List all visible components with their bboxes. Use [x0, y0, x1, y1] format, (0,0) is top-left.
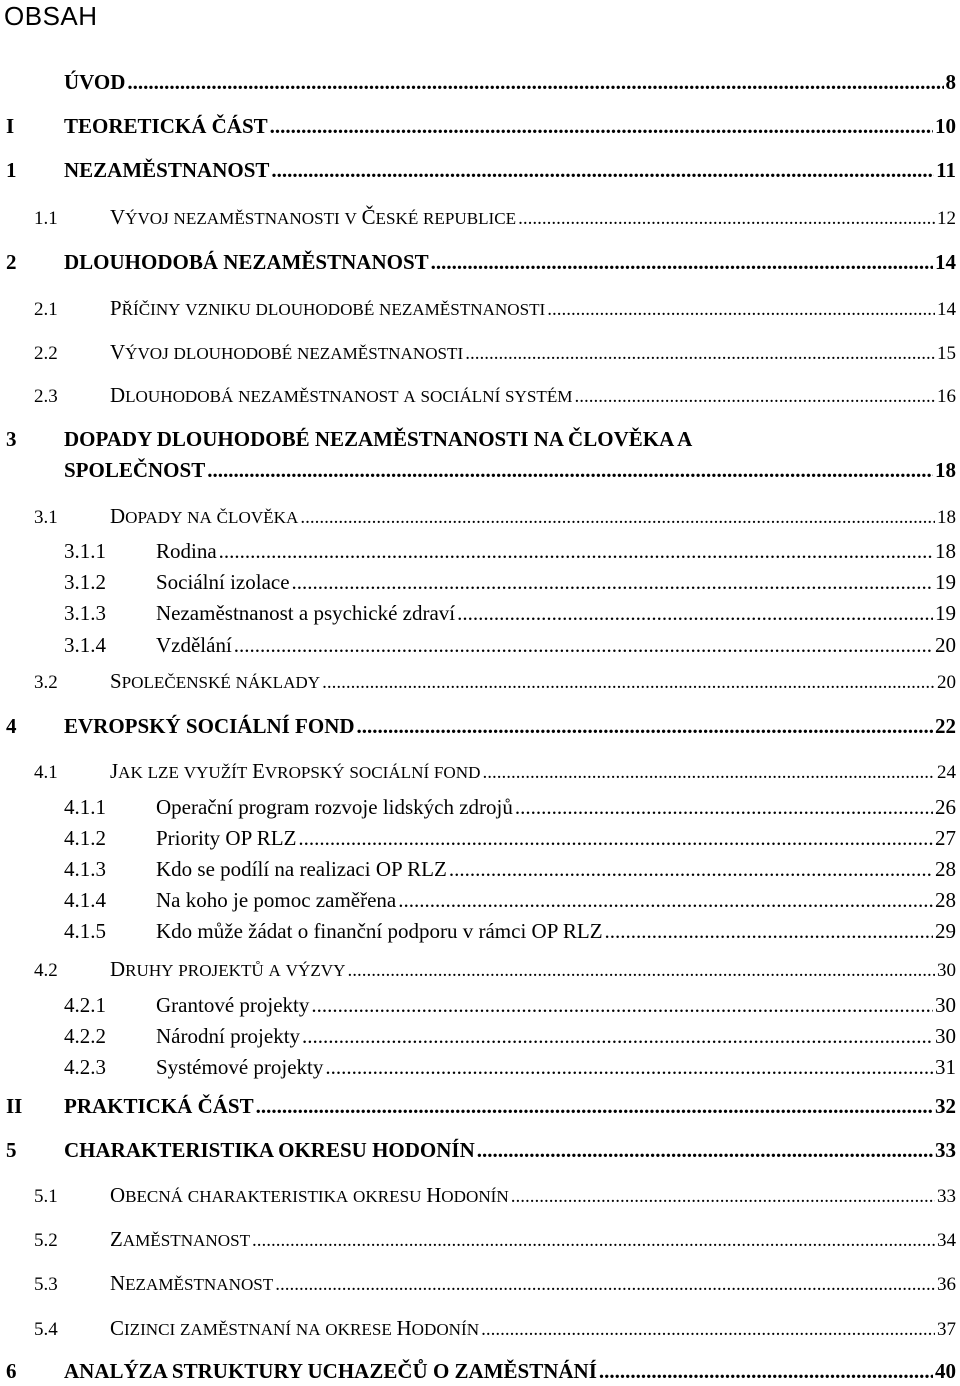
toc-entry[interactable]	[0, 888, 956, 913]
toc-leader-dots	[325, 1055, 933, 1080]
toc-entry[interactable]	[0, 633, 956, 658]
toc-entry[interactable]	[0, 250, 956, 275]
toc-entry-page: 14	[937, 299, 956, 320]
toc-entry[interactable]	[0, 993, 956, 1018]
toc-entry[interactable]	[0, 570, 956, 595]
toc-leader-dots	[234, 633, 933, 658]
toc-entry-title: TEORETICKÁ ČÁST	[64, 114, 268, 138]
toc-leader-dots	[457, 601, 933, 626]
toc-entry-title: Kdo může žádat o finanční podporu v rámci OP RLZ	[156, 919, 603, 943]
toc-entry[interactable]	[0, 1316, 956, 1341]
toc-entry-number: 5.3	[34, 1274, 58, 1295]
toc-leader-dots	[518, 208, 935, 230]
toc-entry[interactable]	[0, 1227, 956, 1252]
toc-entry-page: 24	[937, 762, 956, 783]
toc-entry[interactable]	[0, 714, 956, 739]
toc-entry-page: 19	[935, 601, 956, 625]
toc-entry-page: 22	[935, 714, 956, 738]
toc-entry-page: 40	[935, 1359, 956, 1383]
toc-entry-page: 29	[935, 919, 956, 943]
toc-entry[interactable]	[0, 601, 956, 626]
toc-entry-page: 18	[935, 539, 956, 563]
toc-entry-page: 20	[937, 672, 956, 693]
toc-entry-number: 3.1.3	[64, 601, 106, 625]
toc-entry-title: DOPADY DLOUHODOBÉ NEZAMĚSTNANOSTI NA ČLOVĚKA A	[64, 427, 693, 451]
toc-leader-dots	[292, 570, 933, 595]
toc-entry-number: 3.1	[34, 507, 58, 528]
toc-leader-dots	[449, 857, 933, 882]
toc-entry-title: Nezaměstnanost a psychické zdraví	[156, 601, 456, 625]
toc-leader-dots	[481, 1319, 935, 1341]
toc-entry-number: I	[6, 114, 15, 138]
toc-entry-title: ÚVOD	[64, 70, 126, 94]
toc-leader-dots	[599, 1359, 933, 1384]
toc-entry-number: 4	[6, 714, 17, 738]
toc-entry-title: ANALÝZA STRUKTURY UCHAZEČŮ O ZAMĚSTNÁNÍ	[64, 1359, 597, 1383]
toc-entry-title: EVROPSKÝ SOCIÁLNÍ FOND	[64, 714, 355, 738]
toc-entry-page: 18	[937, 507, 956, 528]
toc-entry-page: 37	[937, 1319, 956, 1340]
toc-entry[interactable]	[0, 340, 956, 365]
toc-leader-dots	[207, 458, 933, 483]
toc-entry-title: Národní projekty	[156, 1024, 301, 1048]
toc-entry[interactable]	[0, 759, 956, 784]
toc-entry-title: Sociální izolace	[156, 570, 290, 594]
toc-leader-dots	[431, 250, 933, 275]
toc-entry[interactable]	[0, 205, 956, 230]
toc-entry[interactable]	[0, 458, 956, 483]
toc-entry-title: SPOLEČNOST	[64, 458, 206, 482]
toc-entry-number: 3	[6, 427, 17, 451]
toc-entry[interactable]	[0, 383, 956, 408]
toc-entry-number: 4.2.2	[64, 1024, 106, 1048]
toc-leader-dots	[302, 1024, 933, 1049]
toc-entry-number: 4.1.1	[64, 795, 106, 819]
toc-entry[interactable]	[0, 1138, 956, 1163]
toc-entry-number: 2.3	[34, 386, 58, 407]
toc-entry-title: VÝVOJ DLOUHODOBÉ NEZAMĚSTNANOSTI	[110, 340, 464, 364]
toc-leader-dots	[482, 762, 935, 784]
toc-entry-page: 27	[935, 826, 956, 850]
toc-entry-number: 1	[6, 158, 17, 182]
toc-entry-page: 8	[945, 70, 956, 94]
toc-leader-dots	[271, 158, 934, 183]
toc-leader-dots	[270, 114, 933, 139]
toc-entry-title: NEZAMĚSTNANOST	[110, 1271, 274, 1295]
toc-entry-number: 2.1	[34, 299, 58, 320]
toc-leader-dots	[300, 507, 935, 529]
toc-entry-title: OBECNÁ CHARAKTERISTIKA OKRESU HODONÍN	[110, 1183, 509, 1207]
toc-leader-dots	[275, 1274, 935, 1296]
toc-entry[interactable]	[0, 795, 956, 820]
toc-leader-dots	[256, 1094, 933, 1119]
toc-entry-page: 33	[937, 1186, 956, 1207]
page-title: OBSAH	[4, 1, 98, 31]
toc-entry-page: 11	[936, 158, 956, 182]
toc-entry[interactable]	[0, 539, 956, 564]
toc-entry-number: 5.2	[34, 1230, 58, 1251]
toc-entry-page: 28	[935, 857, 956, 881]
toc-entry[interactable]	[0, 669, 956, 694]
toc-entry-title: Vzdělání	[156, 633, 232, 657]
toc-entry-page: 26	[935, 795, 956, 819]
toc-entry-title: PŘÍČINY VZNIKU DLOUHODOBÉ NEZAMĚSTNANOSTI	[110, 296, 546, 320]
toc-entry[interactable]	[0, 114, 956, 139]
toc-entry-title: DLOUHODOBÁ NEZAMĚSTNANOST A SOCIÁLNÍ SYSTÉM	[110, 383, 573, 407]
toc-entry[interactable]	[0, 1183, 956, 1208]
toc-entry-number: 5.4	[34, 1319, 58, 1340]
toc-entry-page: 31	[935, 1055, 956, 1079]
toc-entry-number: 3.1.4	[64, 633, 106, 657]
toc-leader-dots	[357, 714, 933, 739]
toc-entry-number: 4.2	[34, 960, 58, 981]
toc-entry-title: Na koho je pomoc zaměřena	[156, 888, 397, 912]
toc-entry-number: 4.1.4	[64, 888, 106, 912]
toc-entry[interactable]	[0, 857, 956, 882]
toc-entry-number: 5	[6, 1138, 17, 1162]
toc-entry-page: 30	[935, 1024, 956, 1048]
toc-entry[interactable]	[0, 70, 956, 95]
toc-entry-title: Kdo se podílí na realizaci OP RLZ	[156, 857, 447, 881]
toc-entry-number: 4.1.5	[64, 919, 106, 943]
toc-entry-page: 14	[935, 250, 956, 274]
toc-entry-title: ZAMĚSTNANOST	[110, 1227, 251, 1251]
toc-entry-number: 4.2.1	[64, 993, 106, 1017]
toc-entry-page: 28	[935, 888, 956, 912]
toc-entry-number: 4.1	[34, 762, 58, 783]
toc-entry-number: 1.1	[34, 208, 58, 229]
toc-entry-page: 18	[935, 458, 956, 482]
toc-entry-title: JAK LZE VYUŽÍT EVROPSKÝ SOCIÁLNÍ FOND	[110, 759, 481, 783]
toc-entry-number: II	[6, 1094, 23, 1118]
toc-entry-title: Rodina	[156, 539, 217, 563]
toc-entry[interactable]	[0, 1359, 956, 1384]
toc-entry-number: 3.1.2	[64, 570, 106, 594]
toc-leader-dots	[252, 1230, 935, 1252]
toc-entry[interactable]	[0, 826, 956, 851]
toc-entry-page: 34	[937, 1230, 956, 1251]
toc-leader-dots	[219, 539, 933, 564]
toc-entry-page: 36	[937, 1274, 956, 1295]
toc-entry-page: 30	[935, 993, 956, 1017]
toc-entry-page: 12	[937, 208, 956, 229]
toc-entry-page: 10	[935, 114, 956, 138]
toc-entry-number: 6	[6, 1359, 17, 1383]
toc-entry-title: Systémové projekty	[156, 1055, 324, 1079]
toc-entry-number: 4.2.3	[64, 1055, 106, 1079]
toc-leader-dots	[311, 993, 933, 1018]
toc-leader-dots	[298, 826, 933, 851]
toc-leader-dots	[477, 1138, 933, 1163]
toc-entry[interactable]	[0, 957, 956, 982]
toc-entry[interactable]	[0, 504, 956, 529]
toc-entry-title: NEZAMĚSTNANOST	[64, 158, 270, 182]
toc-entry[interactable]	[0, 919, 956, 944]
toc-entry[interactable]	[0, 158, 956, 183]
toc-leader-dots	[547, 299, 935, 321]
toc-entry-number: 4.1.3	[64, 857, 106, 881]
toc-entry-page: 19	[935, 570, 956, 594]
toc-entry-title: CHARAKTERISTIKA OKRESU HODONÍN	[64, 1138, 475, 1162]
toc-leader-dots	[574, 386, 935, 408]
toc-leader-dots	[515, 795, 933, 820]
toc-entry-number: 5.1	[34, 1186, 58, 1207]
toc-entry-title: VÝVOJ NEZAMĚSTNANOSTI V ČESKÉ REPUBLICE	[110, 205, 517, 229]
toc-entry[interactable]	[0, 1024, 956, 1049]
toc-leader-dots	[322, 672, 935, 694]
toc-entry-title: SPOLEČENSKÉ NÁKLADY	[110, 669, 321, 693]
toc-entry-title: CIZINCI ZAMĚSTNANÍ NA OKRESE HODONÍN	[110, 1316, 480, 1340]
toc-leader-dots	[398, 888, 933, 913]
toc-entry[interactable]	[0, 1271, 956, 1296]
toc-leader-dots	[465, 343, 935, 365]
toc-entry-title: DOPADY NA ČLOVĚKA	[110, 504, 299, 528]
toc-entry-page: 32	[935, 1094, 956, 1118]
toc-entry[interactable]	[0, 427, 956, 452]
toc-entry[interactable]	[0, 1055, 956, 1080]
toc-entry-title: Operační program rozvoje lidských zdrojů	[156, 795, 513, 819]
toc-entry-page: 30	[937, 960, 956, 981]
toc-entry-number: 2	[6, 250, 17, 274]
toc-entry-page: 16	[937, 386, 956, 407]
toc-entry-title: Grantové projekty	[156, 993, 310, 1017]
toc-entry-title: DLOUHODOBÁ NEZAMĚSTNANOST	[64, 250, 429, 274]
toc-entry-title: DRUHY PROJEKTŮ A VÝZVY	[110, 957, 346, 981]
toc-leader-dots	[347, 960, 935, 982]
toc-entry[interactable]	[0, 1094, 956, 1119]
toc-entry-title: Priority OP RLZ	[156, 826, 297, 850]
toc-entry[interactable]	[0, 296, 956, 321]
toc-entry-page: 20	[935, 633, 956, 657]
toc-entry-number: 4.1.2	[64, 826, 106, 850]
toc-entry-number: 3.1.1	[64, 539, 106, 563]
toc-entry-title: PRAKTICKÁ ČÁST	[64, 1094, 254, 1118]
toc-leader-dots	[127, 70, 943, 95]
toc-entry-number: 3.2	[34, 672, 58, 693]
toc-entry-number: 2.2	[34, 343, 58, 364]
toc-entry-page: 33	[935, 1138, 956, 1162]
toc-leader-dots	[605, 919, 933, 944]
toc-leader-dots	[511, 1186, 935, 1208]
toc-entry-page: 15	[937, 343, 956, 364]
